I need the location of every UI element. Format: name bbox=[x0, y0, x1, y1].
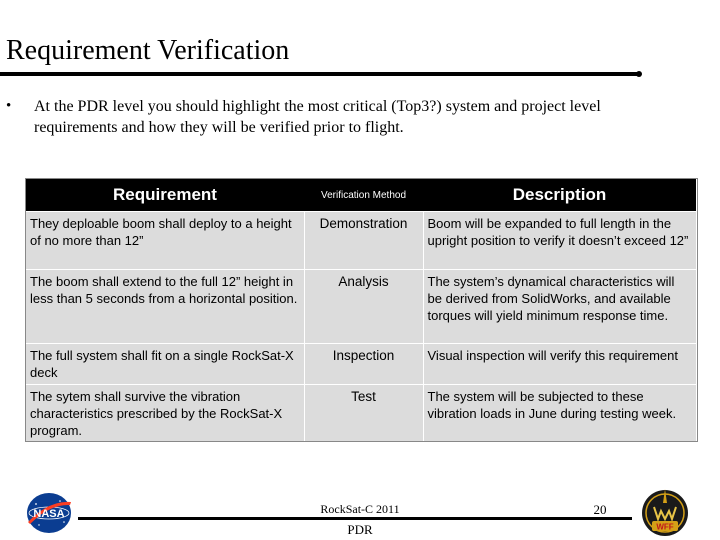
method-cell: Demonstration bbox=[304, 212, 423, 270]
description-cell: Visual inspection will verify this requirement bbox=[423, 344, 696, 385]
bullet-marker: • bbox=[6, 98, 12, 114]
method-cell: Test bbox=[304, 385, 423, 443]
table-row bbox=[26, 212, 696, 270]
requirement-cell: The full system shall fit on a single RockSat-X deck bbox=[26, 344, 304, 385]
description-cell: The system’s dynamical characteristics will be derived from SolidWorks, and available torques will yield minimum response time. bbox=[423, 270, 696, 344]
requirement-cell: The boom shall extend to the full 12” height in less than 5 seconds from a horizontal position. bbox=[26, 270, 304, 344]
header-requirement: Requirement bbox=[26, 179, 304, 212]
nasa-logo bbox=[24, 492, 74, 534]
requirements-table bbox=[26, 179, 696, 443]
footer-program-name: RockSat-C 2011 bbox=[320, 502, 400, 516]
method-cell: Analysis bbox=[304, 270, 423, 344]
footer-divider bbox=[78, 517, 632, 520]
footer-review-label: PDR bbox=[347, 522, 373, 537]
requirement-cell: They deploable boom shall deploy to a height of no more than 12” bbox=[26, 212, 304, 270]
method-cell: Inspection bbox=[304, 344, 423, 385]
page-number: 20 bbox=[593, 502, 607, 517]
wff-logo bbox=[640, 485, 690, 539]
table-row bbox=[26, 344, 696, 385]
header-description: Description bbox=[423, 179, 696, 212]
svg-text:NASA: NASA bbox=[33, 508, 65, 520]
table-row bbox=[26, 270, 696, 344]
table-row bbox=[26, 385, 696, 443]
requirement-cell: The sytem shall survive the vibration characteristics prescribed by the RockSat-X program. bbox=[26, 385, 304, 443]
title-divider bbox=[0, 72, 640, 76]
header-verification-method: Verification Method bbox=[304, 179, 423, 212]
slide-title: Requirement Verification bbox=[6, 35, 290, 66]
description-cell: The system will be subjected to these vibration loads in June during testing week. bbox=[423, 385, 696, 443]
svg-text:WFF: WFF bbox=[656, 522, 674, 532]
description-cell: Boom will be expanded to full length in the upright position to verify it doesn’t exceed 12” bbox=[423, 212, 696, 270]
title-divider-end bbox=[636, 71, 642, 77]
bullet-text: At the PDR level you should highlight the most critical (Top3?) system and project level requirements and how they will be verified prior to flight. bbox=[34, 98, 601, 136]
table-header-row bbox=[26, 179, 696, 212]
